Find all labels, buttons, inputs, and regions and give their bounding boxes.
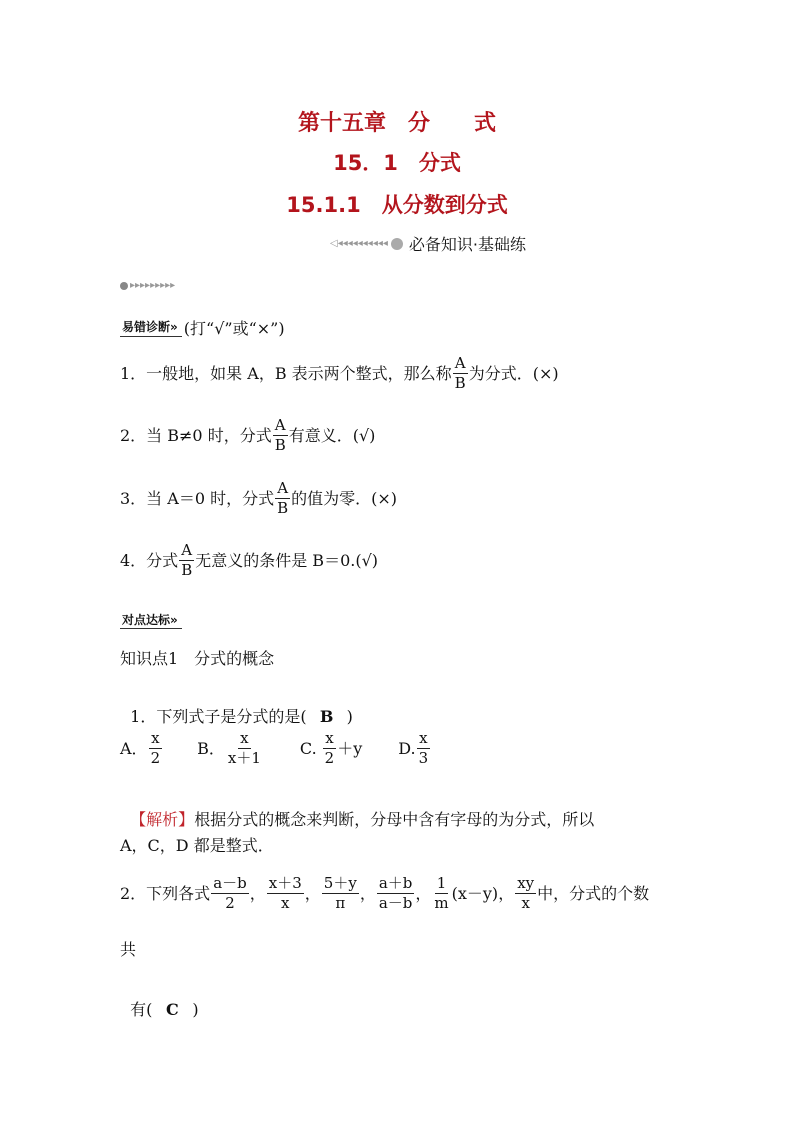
option-a: A． $\frac{x}{2}$ [120,729,161,767]
analysis-1-line-2: A，C，D 都是整式． [120,836,274,855]
item-text: 为分式．(×) [468,363,559,383]
question-2: 2．下列各式 $\frac{a-b}{2}$ ， $\frac{x+3}{x}$ ， $\frac{5+y}{\pi}$ ， $\frac{a+b}{a-b}$ ， $\frac{1}{m}$ (x－y) ， $\frac{xy}{x}$ 中，分式的个数 [120,874,650,912]
divider-arrows-icon: ▸▸▸▸▸▸▸▸▸ [130,280,176,291]
diagnosis-item-2 [120,418,375,453]
option-b: B． $\frac{x}{x+1}$ [197,729,261,767]
question-1: 1．下列式子是分式的是( B ) [130,707,353,726]
analysis-1: 【解析】根据分式的概念来判断，分母中含有字母的为分式，所以 [130,810,595,829]
diagnosis-item-3 [120,481,397,516]
chapter-title: 第十五章 分 式 [297,111,496,136]
answer-2: C [166,1000,179,1019]
diagnosis-label: 易错诊断» [120,318,182,337]
subsection-title: 15.1.1 从分数到分式 [286,193,508,217]
question-1-options [120,731,431,766]
option-c: C. $\frac{x}{2}$ ＋y [299,729,363,767]
knowledge-point-title: 知识点1 分式的概念 [120,649,275,668]
divider-circle-icon [120,282,128,290]
banner [330,232,526,255]
practice-label: 对点达标» [120,613,182,629]
banner-label: 必备知识·基础练 [408,235,526,254]
fraction: $\frac{A}{B}$ [277,479,289,517]
banner-circle-icon [391,238,403,250]
fraction: $\frac{A}{B}$ [454,354,466,392]
diagnosis-item-1 [120,356,559,391]
item-text: 的值为零．(×) [291,488,398,508]
item-text: 无意义的条件是 B＝0.(√) [195,550,379,570]
diagnosis-instruction: (打“√”或“×”) [183,319,285,338]
question-2-line-3: 有( C ) [130,1000,199,1019]
question-2-line-2: 共 [120,940,137,959]
item-text: 4．分式 [120,550,179,570]
analysis-tag: 【解析】 [130,810,195,829]
item-text: 1．一般地，如果 A，B 表示两个整式，那么称 [120,363,452,383]
option-d: D. $\frac{x}{3}$ [398,729,429,767]
arrow-dots-icon: ◁◂◂◂◂◂◂◂◂◂◂ [330,238,388,249]
diagnosis-item-4 [120,543,378,578]
section-title: 15．1 分式 [333,151,461,175]
diagnosis-header [120,318,285,337]
section-divider [120,280,175,291]
answer-1: B [319,707,334,726]
item-text: 有意义．(√) [288,425,376,445]
fraction: $\frac{A}{B}$ [274,416,286,454]
fraction: $\frac{A}{B}$ [181,541,193,579]
practice-header [120,609,182,628]
item-text: 3．当 A＝0 时，分式 [120,488,275,508]
item-text: 2．当 B≠0 时，分式 [120,425,272,445]
